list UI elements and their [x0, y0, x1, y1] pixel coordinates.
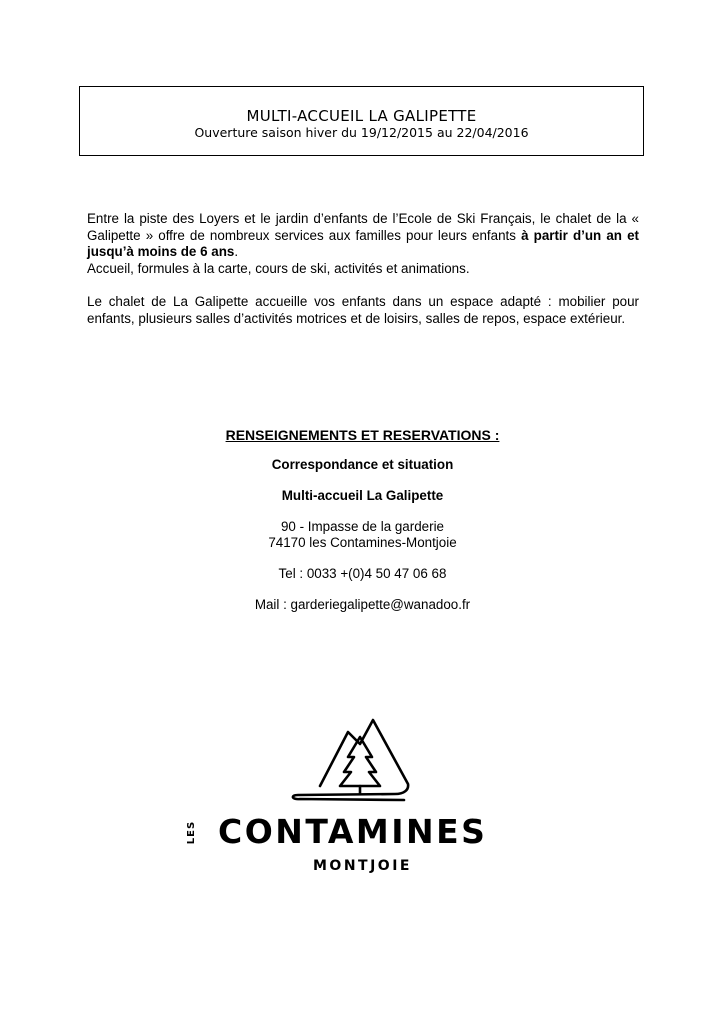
contact-subheading: Correspondance et situation — [271, 457, 454, 472]
logo-subtitle: MONTJOIE — [313, 858, 412, 874]
contact-name: Multi-accueil La Galipette — [281, 488, 444, 503]
intro-text-end: . — [234, 244, 239, 259]
header-box — [79, 86, 644, 156]
contamines-logo — [186, 712, 535, 882]
phone-number: Tel : 0033 +(0)4 50 47 06 68 — [278, 566, 447, 581]
logo-les: LES — [186, 820, 198, 845]
mountain-tree-icon — [190, 712, 535, 812]
contact-heading: RENSEIGNEMENTS ET RESERVATIONS : — [225, 427, 500, 443]
address-line-2: 74170 les Contamines-Montjoie — [268, 535, 457, 550]
intro-paragraph-3: Le chalet de La Galipette accueille vos enfants dans un espace adapté : mobilier pour enfants, plusieurs salles d’activités motrices et de loisirs, salles de repos, espace extérieur. — [87, 294, 639, 326]
intro-paragraph-2: Accueil, formules à la carte, cours de ski, activités et animations. — [87, 260, 470, 276]
address-line-1: 90 - Impasse de la garderie — [280, 519, 444, 534]
age-range-highlight: à partir d’un an et jusqu’à moins de 6 ans — [87, 227, 639, 259]
intro-text — [87, 211, 639, 327]
email-address: Mail : garderiegalipette@wanadoo.fr — [254, 597, 471, 612]
intro-text-part: Entre la piste des Loyers et le jardin d’enfants de l’Ecole de Ski Français, le chalet de la « Galipette » offre de nombreux services aux familles pour leurs enfants — [87, 211, 639, 243]
contact-section — [0, 427, 725, 613]
season-dates: Ouverture saison hiver du 19/12/2015 au 22/04/2016 — [194, 125, 529, 140]
intro-paragraph-1 — [87, 211, 639, 261]
logo-name: CONTAMINES — [218, 812, 488, 851]
page-title: MULTI-ACCUEIL LA GALIPETTE — [246, 107, 477, 125]
